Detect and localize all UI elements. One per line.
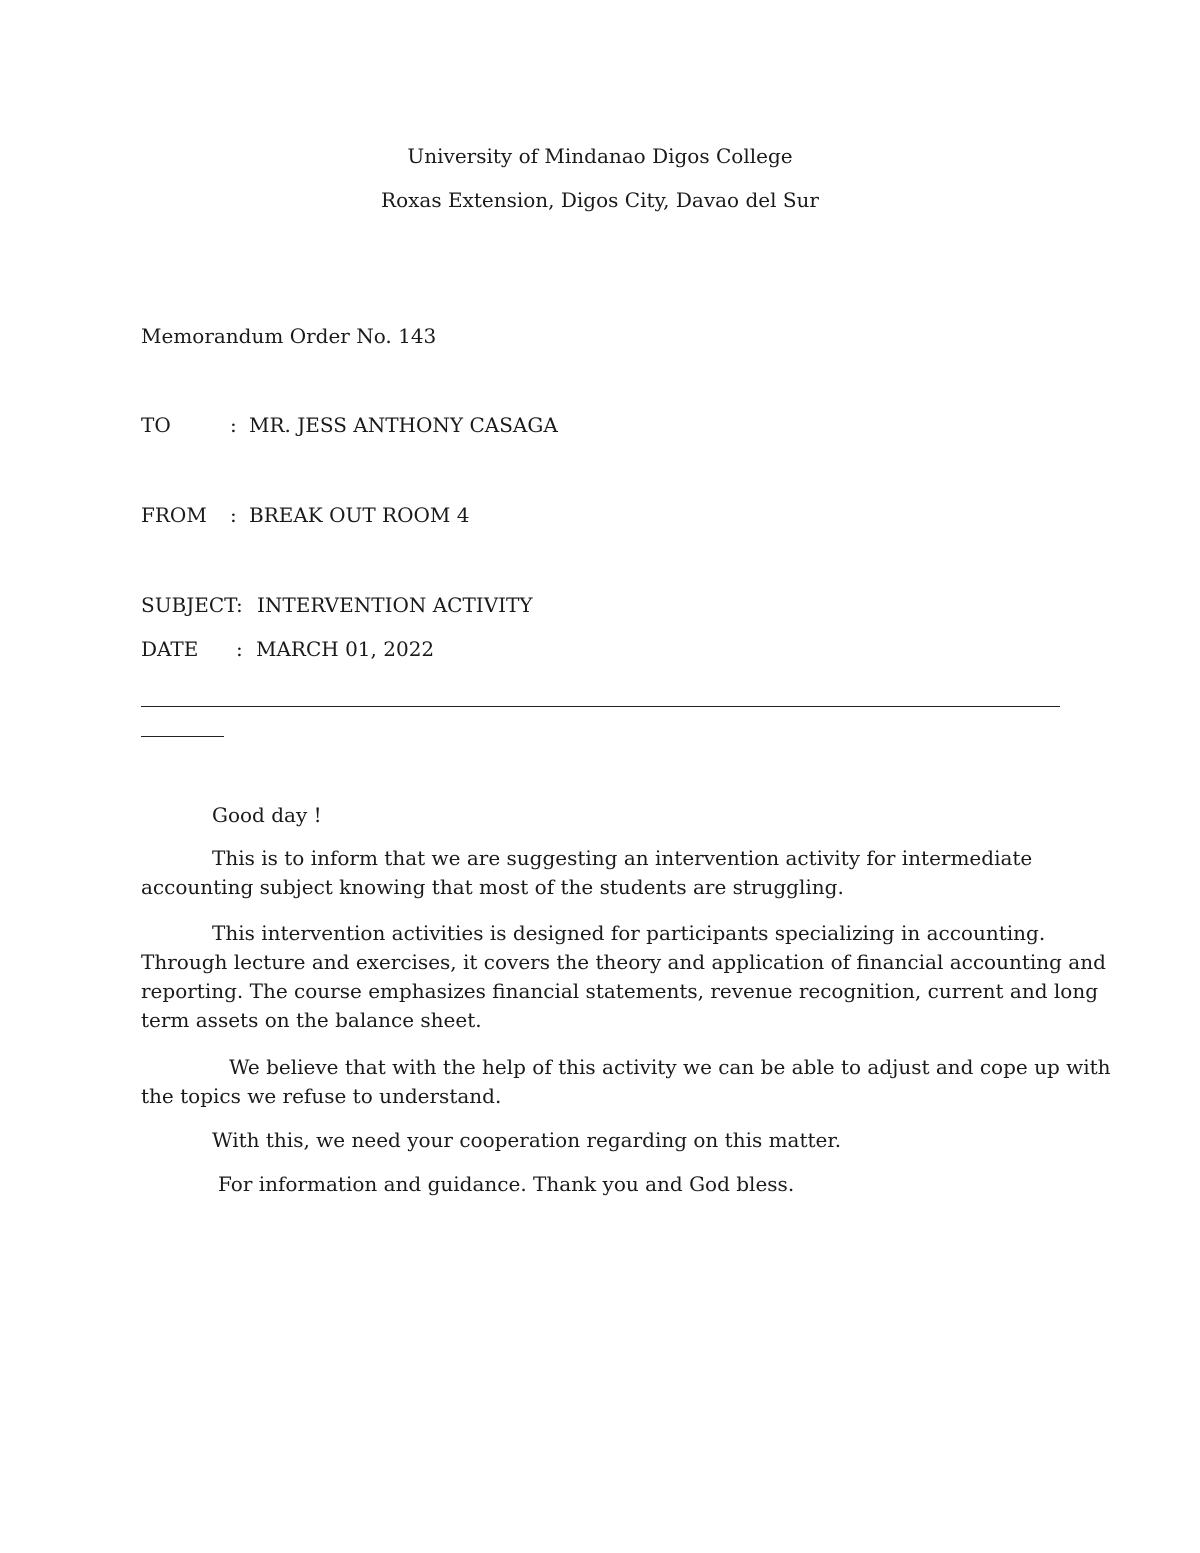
paragraph-4: With this, we need your cooperation regarding on this matter. xyxy=(212,1128,842,1152)
paragraph-1-line-2: accounting subject knowing that most of the students are struggling. xyxy=(141,875,844,899)
institution-name: University of Mindanao Digos College xyxy=(407,144,793,168)
paragraph-2-line-3: reporting. The course emphasizes financial statements, revenue recognition, current and long xyxy=(141,979,1099,1003)
memo-order-number: Memorandum Order No. 143 xyxy=(141,324,437,348)
date-value: MARCH 01, 2022 xyxy=(256,637,435,661)
from-label: FROM xyxy=(141,503,207,527)
greeting: Good day ! xyxy=(212,803,322,827)
separator-line xyxy=(141,706,1060,707)
paragraph-2-line-1: This intervention activities is designed for participants specializing in accounting. xyxy=(212,921,1046,945)
paragraph-3-line-2: the topics we refuse to understand. xyxy=(141,1084,502,1108)
paragraph-2-line-2: Through lecture and exercises, it covers the theory and application of financial accounting and xyxy=(141,950,1106,974)
institution-address: Roxas Extension, Digos City, Davao del Sur xyxy=(381,188,819,212)
from-value: BREAK OUT ROOM 4 xyxy=(249,503,470,527)
paragraph-1-line-1: This is to inform that we are suggesting an intervention activity for intermediate xyxy=(212,846,1033,870)
paragraph-2-line-4: term assets on the balance sheet. xyxy=(141,1008,482,1032)
paragraph-3-line-1: We believe that with the help of this activity we can be able to adjust and cope up with xyxy=(229,1055,1111,1079)
to-value: MR. JESS ANTHONY CASAGA xyxy=(249,413,558,437)
subject-label: SUBJECT xyxy=(141,593,238,617)
paragraph-5: For information and guidance. Thank you and God bless. xyxy=(218,1172,795,1196)
to-colon: : xyxy=(230,413,237,437)
date-colon: : xyxy=(236,637,243,661)
separator-line-short xyxy=(141,736,224,737)
subject-colon: : xyxy=(236,593,243,617)
from-colon: : xyxy=(230,503,237,527)
subject-value: INTERVENTION ACTIVITY xyxy=(257,593,533,617)
to-label: TO xyxy=(141,413,171,437)
date-label: DATE xyxy=(141,637,199,661)
